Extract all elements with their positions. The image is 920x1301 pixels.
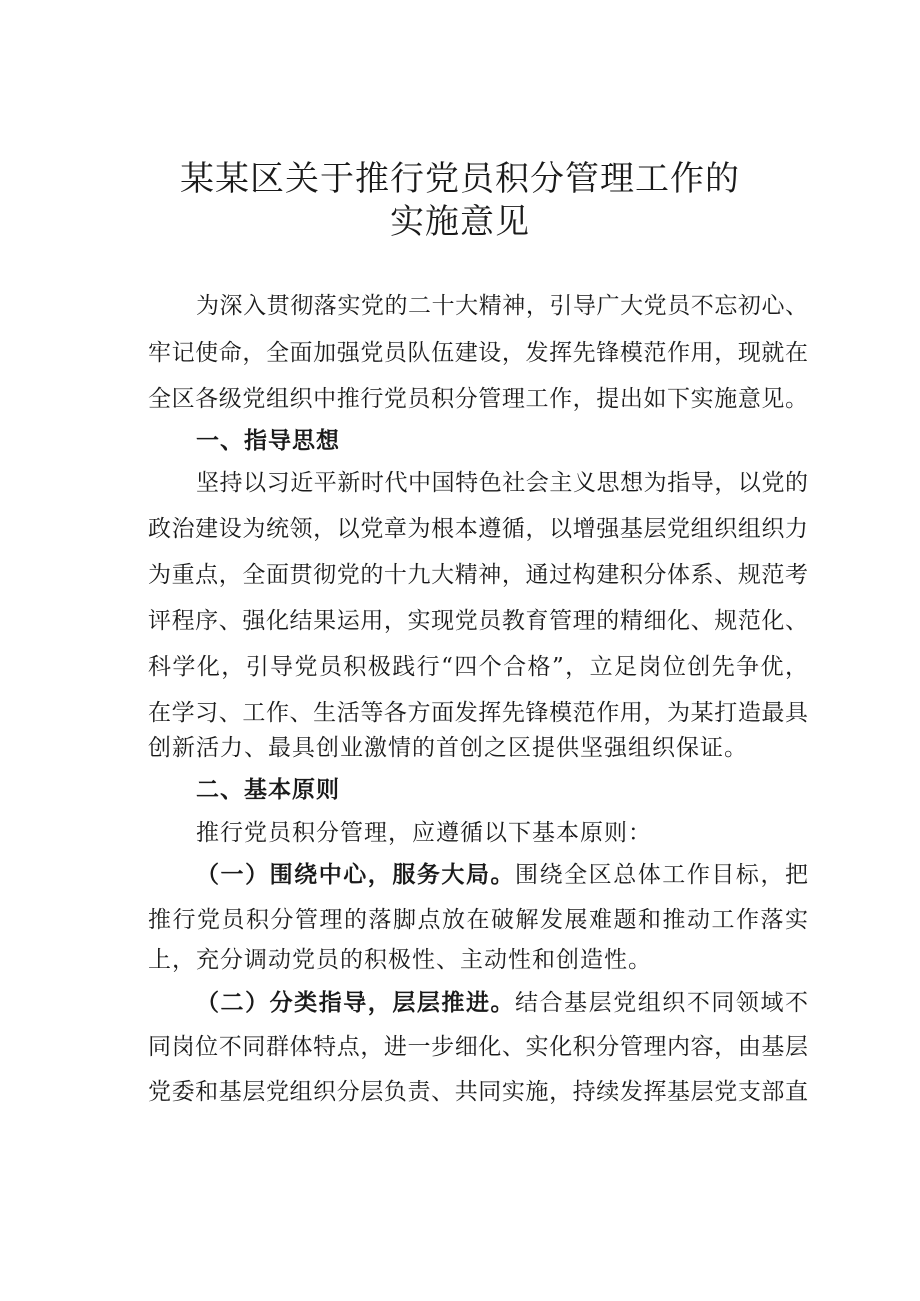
section-1-line-2: 政治建设为统领，以党章为根本遵循，以增强基层党组织组织力 xyxy=(148,516,808,542)
principle-1-first-rest: 围绕全区总体工作目标，把 xyxy=(515,862,809,888)
document-title-line-1: 某某区关于推行党员积分管理工作的 xyxy=(180,159,740,199)
principle-2-line-3: 党委和基层党组织分层负责、共同实施，持续发挥基层党支部直 xyxy=(148,1079,808,1105)
section-1-heading: 一、指导思想 xyxy=(196,428,340,454)
section-1-line-3: 为重点，全面贯彻党的十九大精神，通过构建积分体系、规范考 xyxy=(148,562,808,588)
document-title-line-2: 实施意见 xyxy=(390,202,530,242)
principle-1-line-2: 推行党员积分管理的落脚点放在破解发展难题和推动工作落实 xyxy=(148,907,808,933)
intro-line-2: 牢记使命，全面加强党员队伍建设，发挥先锋模范作用，现就在 xyxy=(148,340,808,366)
principle-1-line-1 xyxy=(196,858,808,892)
intro-line-1: 为深入贯彻落实党的二十大精神，引导广大党员不忘初心、 xyxy=(196,293,808,319)
section-1-line-7: 创新活力、最具创业激情的首创之区提供坚强组织保证。 xyxy=(148,735,748,761)
principle-2-label: （二）分类指导，层层推进。 xyxy=(196,990,516,1016)
principle-1-label: （一）围绕中心，服务大局。 xyxy=(196,862,516,888)
section-1-line-4: 评程序、强化结果运用，实现党员教育管理的精细化、规范化、 xyxy=(148,608,808,634)
principle-2-first-rest: 结合基层党组织不同领域不 xyxy=(515,990,809,1016)
principle-2-line-1 xyxy=(196,986,808,1020)
section-1-line-6: 在学习、工作、生活等各方面发挥先锋模范作用，为某打造最具 xyxy=(148,700,808,726)
principle-2-line-2: 同岗位不同群体特点，进一步细化、实化积分管理内容，由基层 xyxy=(148,1034,808,1060)
intro-line-3: 全区各级党组织中推行党员积分管理工作，提出如下实施意见。 xyxy=(148,386,808,412)
section-2-intro: 推行党员积分管理，应遵循以下基本原则： xyxy=(196,820,652,846)
section-2-heading: 二、基本原则 xyxy=(196,777,340,803)
section-1-line-1: 坚持以习近平新时代中国特色社会主义思想为指导，以党的 xyxy=(196,470,808,496)
section-1-line-5: 科学化，引导党员积极践行“四个合格”，立足岗位创先争优， xyxy=(148,654,808,680)
principle-1-line-3: 上，充分调动党员的积极性、主动性和创造性。 xyxy=(148,947,652,973)
